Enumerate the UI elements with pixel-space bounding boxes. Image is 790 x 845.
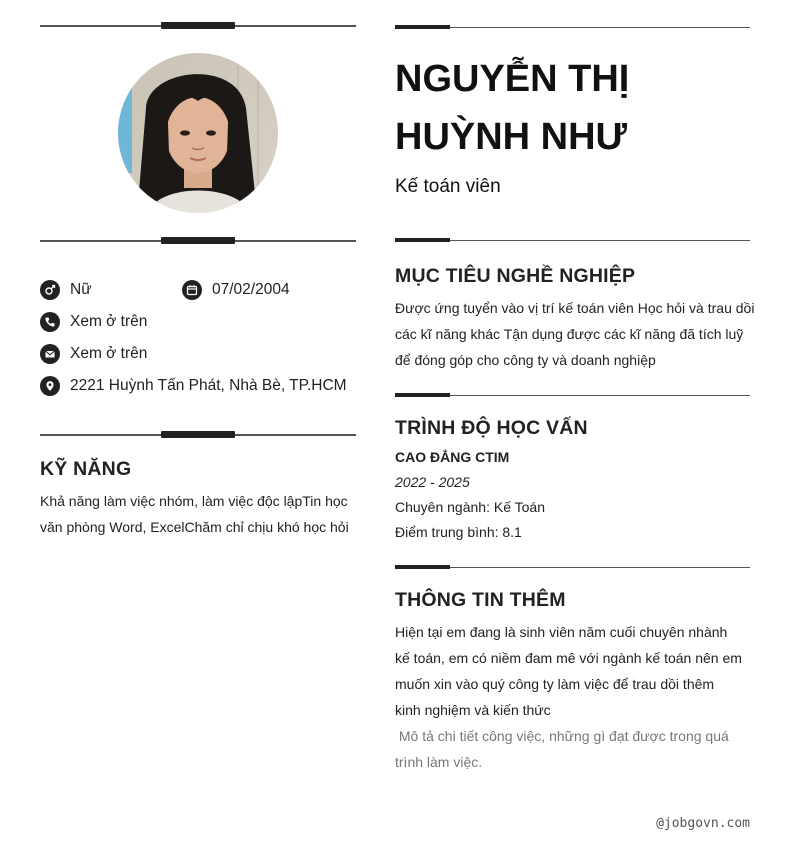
phone-icon [40,312,60,332]
birthdate-value: 07/02/2004 [212,281,290,298]
objective-line: Được ứng tuyển vào vị trí kế toán viên Học hỏi và trau dồi [395,300,755,316]
objective-line: các kĩ năng khác Tận dụng được các kĩ năng đã tích luỹ [395,326,744,342]
gender-icon [40,280,60,300]
study-period: 2022 - 2025 [395,474,470,490]
extra-line: kinh nghiệm và kiến thức [395,702,551,718]
location-pin-icon [40,376,60,396]
education-details [395,445,755,545]
gpa: Điểm trung bình: 8.1 [395,524,522,540]
job-title: Kế toán viên [395,176,501,197]
phone-value: Xem ở trên [70,313,148,330]
email-row [40,343,147,365]
objective-heading: MỤC TIÊU NGHỀ NGHIỆP [395,265,636,287]
extra-line: muốn xin vào quý công ty làm việc để trau dồi thêm [395,676,715,692]
divider-skills [40,434,356,436]
calendar-icon [182,280,202,300]
objective-text [395,295,755,373]
divider-extra [395,567,750,568]
extra-text [395,619,755,775]
extra-line: Hiện tại em đang là sinh viên năm cuối chuyên nhành [395,624,728,640]
major: Chuyên ngành: Kế Toán [395,499,545,515]
education-heading: TRÌNH ĐỘ HỌC VẤN [395,417,588,439]
name-line-2: HUỲNH NHƯ [395,116,628,158]
full-name [395,50,750,166]
gender-value: Nữ [70,281,92,298]
avatar [118,53,278,213]
phone-row [40,311,147,333]
skills-line: Khả năng làm việc nhóm, làm việc độc lậpTin học [40,493,348,509]
divider-education [395,395,750,396]
mail-icon [40,344,60,364]
gender-row [40,279,92,301]
extra-line: kế toán, em có niềm đam mê với ngành kế toán nên em [395,650,742,666]
divider-top-right [395,27,750,28]
skills-heading: KỸ NĂNG [40,458,132,480]
extra-heading: THÔNG TIN THÊM [395,589,566,611]
divider-objective [395,240,750,241]
school-name: CAO ĐẲNG CTIM [395,449,510,465]
extra-placeholder-line: trình làm việc. [395,754,483,770]
extra-placeholder-line: Mô tả chi tiết công việc, những gì đạt được trong quá [395,728,729,744]
address-value: 2221 Huỳnh Tấn Phát, Nhà Bè, TP.HCM [70,377,347,394]
skills-line: văn phòng Word, ExcelChăm chỉ chịu khó học hỏi [40,519,349,535]
divider-profile [40,240,356,242]
objective-line: để đóng góp cho công ty và doanh nghiệp [395,352,656,368]
footer-watermark: @jobgovn.com [656,816,750,831]
name-line-1: NGUYỄN THỊ [395,58,630,100]
email-value: Xem ở trên [70,345,148,362]
birthdate-row [182,279,290,301]
address-row [40,375,347,397]
divider-top-left [40,25,356,27]
skills-text [40,488,370,540]
